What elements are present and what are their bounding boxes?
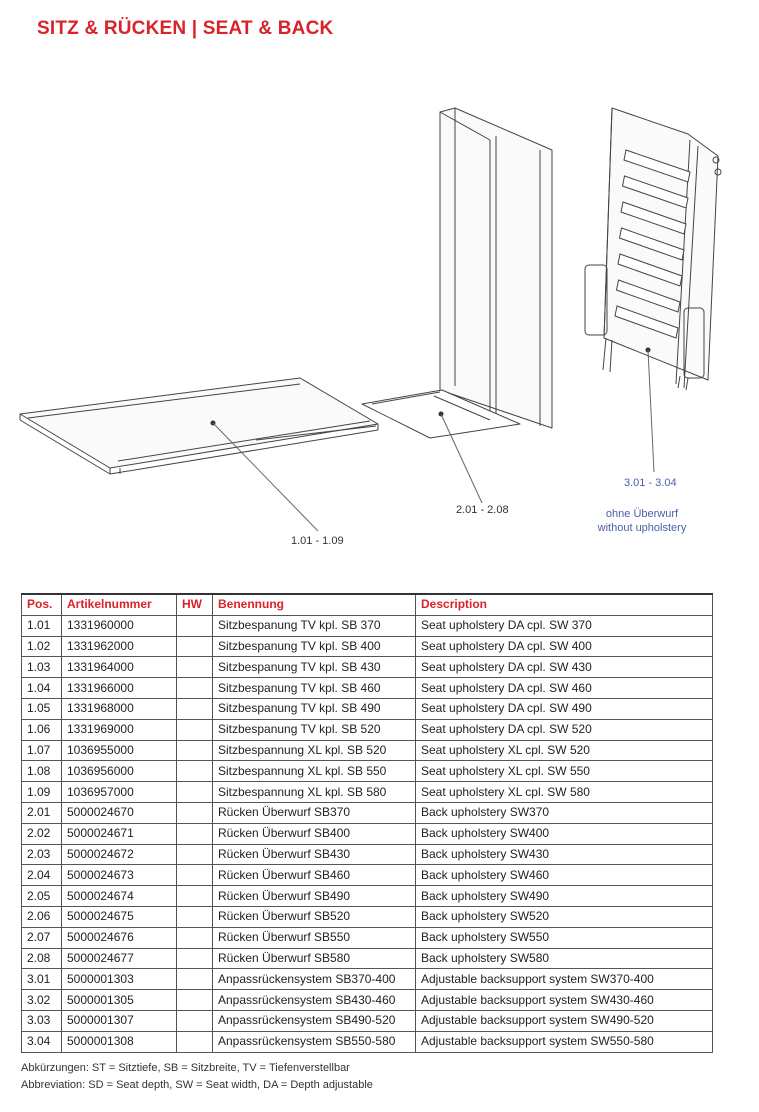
hw-cell	[177, 865, 213, 886]
table-row	[22, 1031, 713, 1052]
description-cell: Back upholstery SW430	[416, 844, 713, 865]
hw-cell	[177, 948, 213, 969]
hw-cell	[177, 823, 213, 844]
artikelnummer-cell: 1331969000	[62, 719, 177, 740]
pos-cell: 1.07	[22, 740, 62, 761]
description-cell: Back upholstery SW460	[416, 865, 713, 886]
table-row	[22, 782, 713, 803]
description-cell: Seat upholstery DA cpl. SW 370	[416, 615, 713, 636]
benennung-cell: Sitzbespannung XL kpl. SB 550	[213, 761, 416, 782]
pos-cell: 1.08	[22, 761, 62, 782]
hw-cell	[177, 740, 213, 761]
back-upholstery-drawing	[362, 108, 552, 503]
hw-cell	[177, 678, 213, 699]
artikelnummer-cell: 5000001307	[62, 1010, 177, 1031]
hw-cell	[177, 698, 213, 719]
benennung-cell: Sitzbespanung TV kpl. SB 430	[213, 657, 416, 678]
pos-cell: 1.02	[22, 636, 62, 657]
description-cell: Seat upholstery XL cpl. SW 580	[416, 782, 713, 803]
benennung-cell: Rücken Überwurf SB550	[213, 927, 416, 948]
table-row	[22, 678, 713, 699]
artikelnummer-cell: 1036956000	[62, 761, 177, 782]
pos-cell: 1.05	[22, 698, 62, 719]
hw-cell	[177, 1010, 213, 1031]
benennung-cell: Sitzbespanung TV kpl. SB 370	[213, 615, 416, 636]
artikelnummer-cell: 1036955000	[62, 740, 177, 761]
artikelnummer-cell: 1331968000	[62, 698, 177, 719]
artikelnummer-cell: 1331964000	[62, 657, 177, 678]
hw-cell	[177, 802, 213, 823]
table-row	[22, 657, 713, 678]
benennung-cell: Sitzbespanung TV kpl. SB 460	[213, 678, 416, 699]
table-row	[22, 761, 713, 782]
benennung-cell: Rücken Überwurf SB580	[213, 948, 416, 969]
benennung-cell: Anpassrückensystem SB430-460	[213, 990, 416, 1011]
hw-cell	[177, 906, 213, 927]
pos-cell: 1.06	[22, 719, 62, 740]
benennung-cell: Sitzbespanung TV kpl. SB 520	[213, 719, 416, 740]
seat-upholstery-drawing	[20, 378, 378, 531]
table-row	[22, 969, 713, 990]
benennung-cell: Anpassrückensystem SB370-400	[213, 969, 416, 990]
table-row	[22, 906, 713, 927]
artikelnummer-cell: 5000001308	[62, 1031, 177, 1052]
page-title: SITZ & RÜCKEN | SEAT & BACK	[37, 18, 334, 39]
table-row	[22, 802, 713, 823]
artikelnummer-cell: 1331962000	[62, 636, 177, 657]
table-row	[22, 990, 713, 1011]
benennung-cell: Rücken Überwurf SB430	[213, 844, 416, 865]
description-cell: Back upholstery SW580	[416, 948, 713, 969]
callout-note-de: ohne Überwurf	[605, 508, 679, 520]
artikelnummer-cell: 5000024674	[62, 886, 177, 907]
col-header-artikelnummer: Artikelnummer	[62, 594, 177, 615]
benennung-cell: Sitzbespannung XL kpl. SB 520	[213, 740, 416, 761]
description-cell: Seat upholstery DA cpl. SW 460	[416, 678, 713, 699]
callout-note-en: without upholstery	[597, 522, 687, 534]
pos-cell: 1.09	[22, 782, 62, 803]
artikelnummer-cell: 5000024673	[62, 865, 177, 886]
table-row	[22, 927, 713, 948]
artikelnummer-cell: 1036957000	[62, 782, 177, 803]
footer-abbr-en: Abbreviation: SD = Seat depth, SW = Seat width, DA = Depth adjustable	[21, 1079, 373, 1091]
table-row	[22, 740, 713, 761]
col-header-pos: Pos.	[22, 594, 62, 615]
hw-cell	[177, 761, 213, 782]
description-cell: Seat upholstery DA cpl. SW 430	[416, 657, 713, 678]
table-row	[22, 719, 713, 740]
pos-cell: 1.01	[22, 615, 62, 636]
benennung-cell: Rücken Überwurf SB460	[213, 865, 416, 886]
artikelnummer-cell: 1331966000	[62, 678, 177, 699]
table-row	[22, 636, 713, 657]
pos-cell: 2.02	[22, 823, 62, 844]
hw-cell	[177, 990, 213, 1011]
pos-cell: 3.01	[22, 969, 62, 990]
benennung-cell: Sitzbespanung TV kpl. SB 400	[213, 636, 416, 657]
artikelnummer-cell: 5000024670	[62, 802, 177, 823]
artikelnummer-cell: 1331960000	[62, 615, 177, 636]
benennung-cell: Rücken Überwurf SB520	[213, 906, 416, 927]
callout-seat: 1.01 - 1.09	[291, 535, 344, 547]
benennung-cell: Anpassrückensystem SB490-520	[213, 1010, 416, 1031]
table-row	[22, 1010, 713, 1031]
pos-cell: 3.04	[22, 1031, 62, 1052]
description-cell: Adjustable backsupport system SW550-580	[416, 1031, 713, 1052]
benennung-cell: Rücken Überwurf SB490	[213, 886, 416, 907]
description-cell: Back upholstery SW400	[416, 823, 713, 844]
description-cell: Back upholstery SW490	[416, 886, 713, 907]
description-cell: Back upholstery SW550	[416, 927, 713, 948]
artikelnummer-cell: 5000024676	[62, 927, 177, 948]
description-cell: Seat upholstery XL cpl. SW 550	[416, 761, 713, 782]
description-cell: Adjustable backsupport system SW370-400	[416, 969, 713, 990]
parts-table	[21, 593, 713, 1053]
table-row	[22, 865, 713, 886]
benennung-cell: Rücken Überwurf SB370	[213, 802, 416, 823]
artikelnummer-cell: 5000001305	[62, 990, 177, 1011]
pos-cell: 2.05	[22, 886, 62, 907]
pos-cell: 2.08	[22, 948, 62, 969]
benennung-cell: Rücken Überwurf SB400	[213, 823, 416, 844]
table-row	[22, 844, 713, 865]
table-row	[22, 823, 713, 844]
pos-cell: 2.06	[22, 906, 62, 927]
footer-abbr-de: Abkürzungen: ST = Sitztiefe, SB = Sitzbreite, TV = Tiefenverstellbar	[21, 1062, 350, 1074]
pos-cell: 3.03	[22, 1010, 62, 1031]
col-header-hw: HW	[177, 594, 213, 615]
hw-cell	[177, 927, 213, 948]
description-cell: Adjustable backsupport system SW430-460	[416, 990, 713, 1011]
artikelnummer-cell: 5000024671	[62, 823, 177, 844]
description-cell: Seat upholstery XL cpl. SW 520	[416, 740, 713, 761]
benennung-cell: Sitzbespannung XL kpl. SB 580	[213, 782, 416, 803]
callout-back-upholstery: 2.01 - 2.08	[456, 504, 509, 516]
artikelnummer-cell: 5000001303	[62, 969, 177, 990]
parts-drawing	[0, 90, 759, 560]
pos-cell: 1.03	[22, 657, 62, 678]
hw-cell	[177, 1031, 213, 1052]
table-row	[22, 698, 713, 719]
col-header-description: Description	[416, 594, 713, 615]
description-cell: Seat upholstery DA cpl. SW 400	[416, 636, 713, 657]
benennung-cell: Sitzbespanung TV kpl. SB 490	[213, 698, 416, 719]
pos-cell: 2.04	[22, 865, 62, 886]
hw-cell	[177, 969, 213, 990]
hw-cell	[177, 886, 213, 907]
pos-cell: 1.04	[22, 678, 62, 699]
pos-cell: 3.02	[22, 990, 62, 1011]
hw-cell	[177, 782, 213, 803]
benennung-cell: Anpassrückensystem SB550-580	[213, 1031, 416, 1052]
pos-cell: 2.01	[22, 802, 62, 823]
hw-cell	[177, 615, 213, 636]
hw-cell	[177, 657, 213, 678]
hw-cell	[177, 719, 213, 740]
pos-cell: 2.03	[22, 844, 62, 865]
pos-cell: 2.07	[22, 927, 62, 948]
hw-cell	[177, 636, 213, 657]
description-cell: Seat upholstery DA cpl. SW 490	[416, 698, 713, 719]
hw-cell	[177, 844, 213, 865]
artikelnummer-cell: 5000024672	[62, 844, 177, 865]
callout-backsupport: 3.01 - 3.04	[624, 477, 677, 489]
table-header-row	[22, 594, 713, 615]
artikelnummer-cell: 5000024675	[62, 906, 177, 927]
artikelnummer-cell: 5000024677	[62, 948, 177, 969]
table-row	[22, 948, 713, 969]
table-row	[22, 615, 713, 636]
table-row	[22, 886, 713, 907]
col-header-benennung: Benennung	[213, 594, 416, 615]
description-cell: Adjustable backsupport system SW490-520	[416, 1010, 713, 1031]
description-cell: Back upholstery SW370	[416, 802, 713, 823]
description-cell: Back upholstery SW520	[416, 906, 713, 927]
description-cell: Seat upholstery DA cpl. SW 520	[416, 719, 713, 740]
